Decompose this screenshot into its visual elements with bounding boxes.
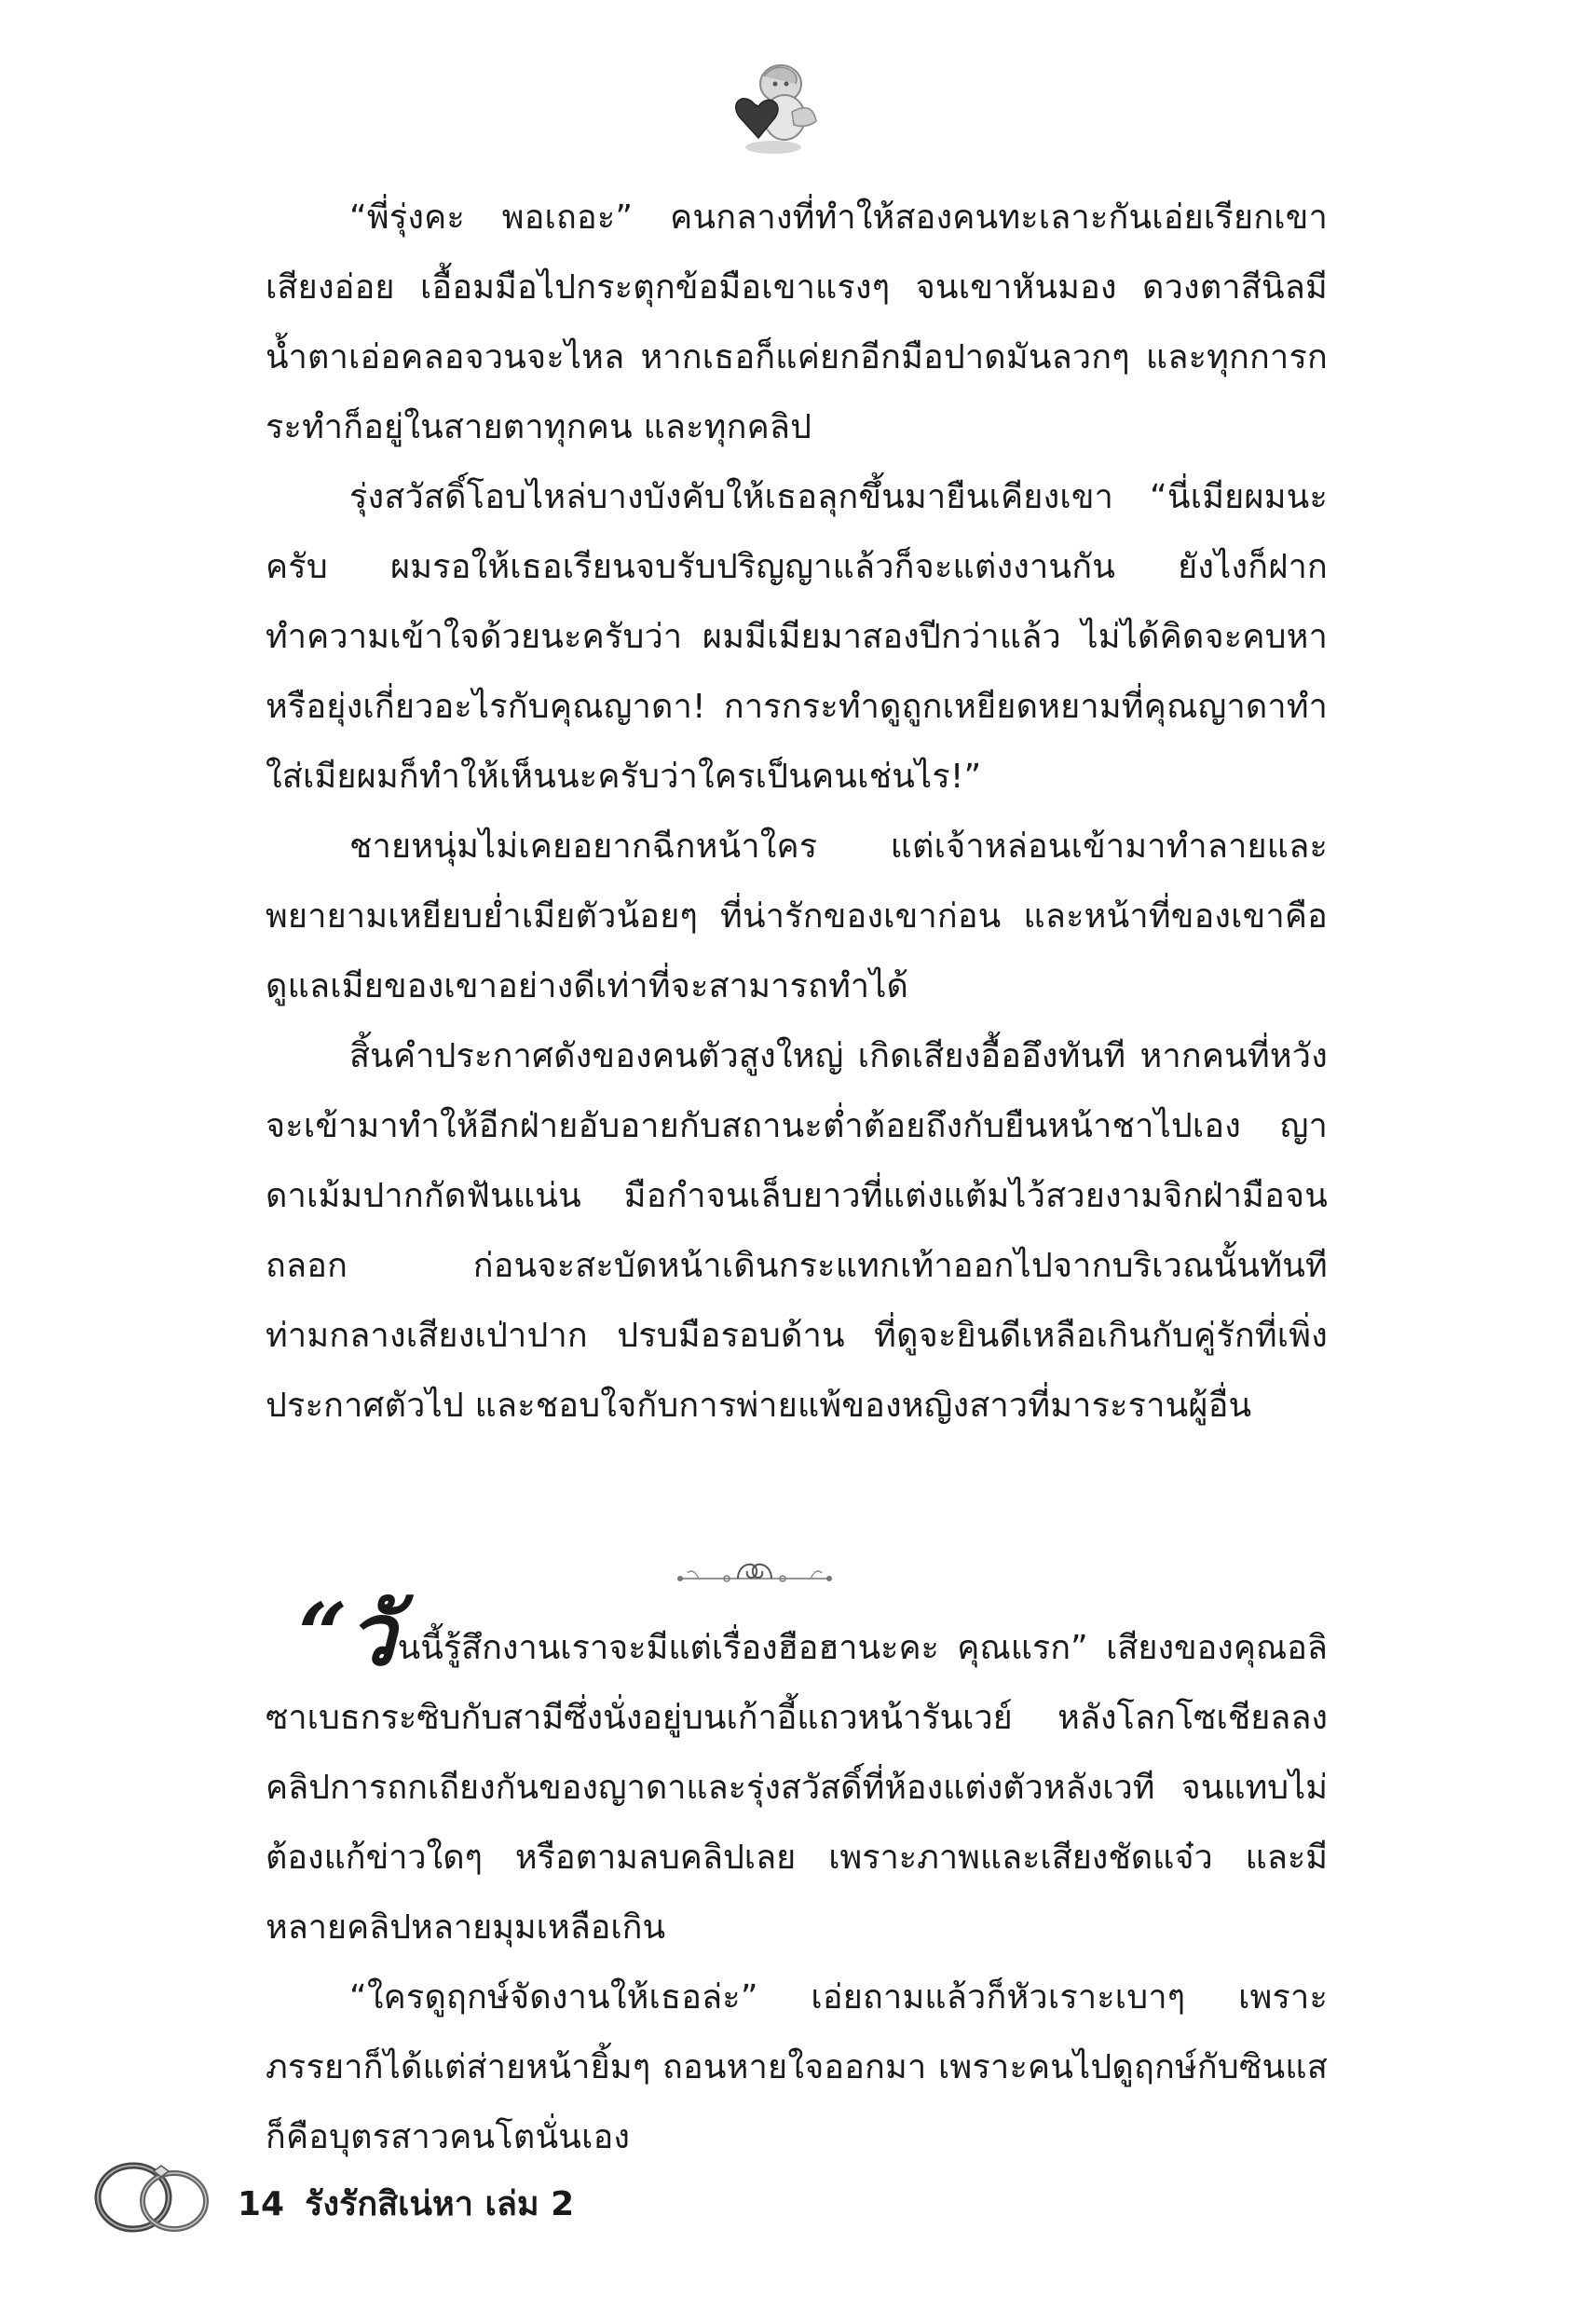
main-text-section-2 [266, 1584, 1328, 2172]
paragraph: “พี่รุ่งคะ พอเถอะ” คนกลางที่ทำให้สองคนทะเลาะกันเอ่ยเรียกเขาเสียงอ่อย เอื้อมมือไปกระตุกข้อมือเขาแรงๆ จนเขาหันมอง ดวงตาสีนิลมีน้ำตาเอ่อคลอจวนจะไหล หากเธอก็แค่ยกอีกมือปาดมันลวกๆ และทุกการกระทำก็อยู่ในสายตาทุกคน และทุกคลิป [266, 198, 1328, 446]
paragraph: สิ้นคำประกาศดังของคนตัวสูงใหญ่ เกิดเสียงอื้ออึงทันที หากคนที่หวังจะเข้ามาทำให้อีกฝ่ายอับอายกับสถานะต่ำต้อยถึงกับยืนหน้าชาไปเอง ญาดาเม้มปากกัดฟันแน่น มือกำจนเล็บยาวที่แต่งแต้มไว้สวยงามจิกฝ่ามือจนถลอก ก่อนจะสะบัดหน้าเดินกระแทกเท้าออกไปจากบริเวณนั้นทันที ท่ามกลางเสียงเป่าปาก ปรบมือรอบด้าน ที่ดูจะยินดีเหลือเกินกับคู่รักที่เพิ่งประกาศตัวไป และชอบใจกับการพ่ายแพ้ของหญิงสาวที่มาระรานผู้อื่น [266, 1037, 1328, 1425]
wedding-rings-icon [89, 2153, 228, 2236]
flourish-divider-icon [671, 1554, 839, 1592]
paragraph: ชายหนุ่มไม่เคยอยากฉีกหน้าใคร แต่เจ้าหล่อนเข้ามาทำลายและพยายามเหยียบย่ำเมียตัวน้อยๆ ที่น่ารักของเขาก่อน และหน้าที่ของเขาคือดูแลเมียของเขาอย่างดีเท่าที่จะสามารถทำได้ [266, 827, 1328, 1005]
main-text-section-1 [266, 183, 1328, 1441]
footer-text [238, 2177, 594, 2230]
opening-paragraph [266, 1584, 1328, 1962]
book-title: รังรักสิเน่หา เล่ม 2 [305, 2185, 575, 2223]
page-footer [89, 2153, 741, 2236]
opening-paragraph-text: นนี้รู้สึกงานเราจะมีแต่เรื่องฮือฮานะคะ คุณแรก” เสียงของคุณอลิซาเบธกระซิบกับสามีซึ่งนั่งอยู่บนเก้าอี้แถวหน้ารันเวย์ หลังโลกโซเชียลลงคลิปการถกเถียงกันของญาดาและรุ่งสวัสดิ์ที่ห้องแต่งตัวหลังเวที จนแทบไม่ต้องแก้ข่าวใดๆ หรือตามลบคลิปเลย เพราะภาพและเสียงชัดแจ๋ว และมีหลายคลิปหลายมุมเหลือเกิน [266, 1629, 1328, 1947]
page-number: 14 [238, 2185, 285, 2223]
paragraph: รุ่งสวัสดิ์โอบไหล่บางบังคับให้เธอลุกขึ้นมายืนเคียงเขา “นี่เมียผมนะครับ ผมรอให้เธอเรียนจบรับปริญญาแล้วก็จะแต่งงานกัน ยังไงก็ฝากทำความเข้าใจด้วยนะครับว่า ผมมีเมียมาสองปีกว่าแล้ว ไม่ได้คิดจะคบหาหรือยุ่งเกี่ยวอะไรกับคุณญาดา! การกระทำดูถูกเหยียดหยามที่คุณญาดาทำใส่เมียผมก็ทำให้เห็นนะครับว่าใครเป็นคนเช่นไร!” [266, 478, 1328, 796]
paragraph: “ใครดูฤกษ์จัดงานให้เธอล่ะ” เอ่ยถามแล้วก็หัวเราะเบาๆ เพราะภรรยาก็ได้แต่ส่ายหน้ายิ้มๆ ถอนหายใจออกมา เพราะคนไปดูฤกษ์กับซินแสก็คือบุตรสาวคนโตนั่นเอง [266, 1978, 1328, 2156]
drop-cap: “วั [298, 1584, 396, 1685]
cherub-heart-icon [727, 56, 820, 158]
